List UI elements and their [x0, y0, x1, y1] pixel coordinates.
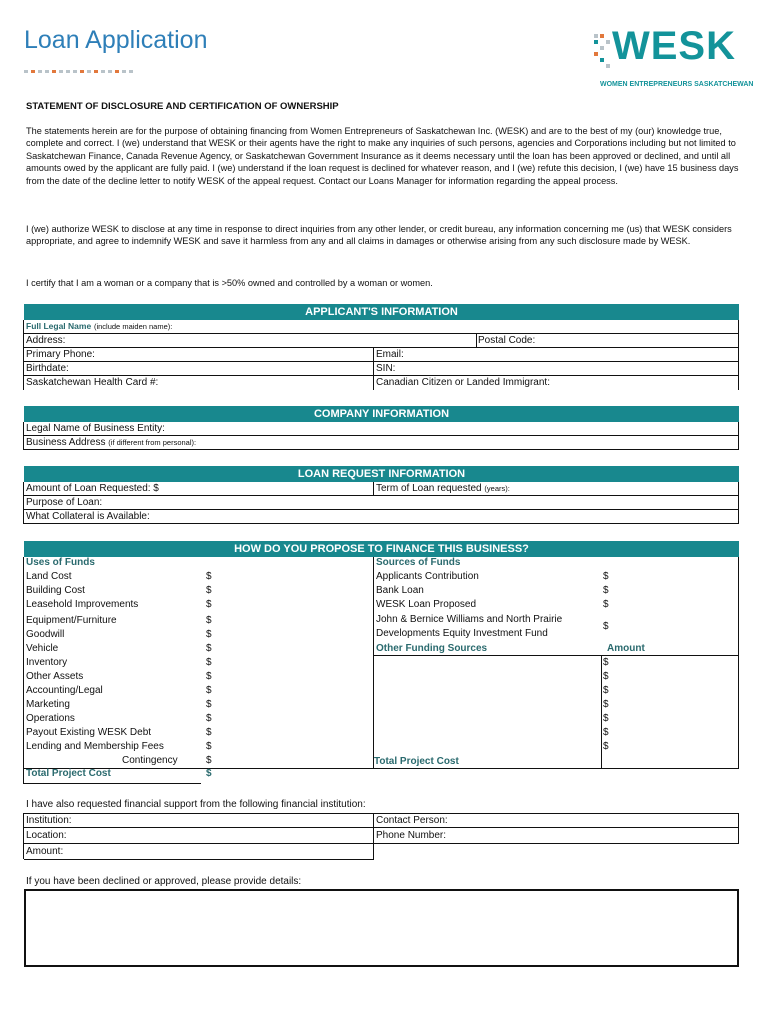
- institution-label: Institution:: [26, 815, 72, 826]
- health-card-label: Saskatchewan Health Card #:: [26, 377, 159, 388]
- use-of-funds-label: Inventory: [26, 657, 68, 668]
- john-line-2: Developments Equity Investment Fund: [376, 628, 548, 639]
- location-row[interactable]: [24, 828, 739, 844]
- source-of-funds-dollar[interactable]: $: [603, 571, 609, 582]
- amount-divider: [601, 655, 602, 769]
- other-source-dollar[interactable]: $: [603, 741, 609, 752]
- citizen-label: Canadian Citizen or Landed Immigrant:: [376, 377, 550, 388]
- use-of-funds-dollar[interactable]: $: [206, 615, 212, 626]
- uses-heading: Uses of Funds: [26, 557, 95, 568]
- use-of-funds-label: Lending and Membership Fees: [26, 741, 164, 752]
- total-uses-label: Total Project Cost: [26, 768, 111, 779]
- financing-left-border: [23, 813, 24, 859]
- loan-term-note: (years):: [484, 484, 510, 493]
- financing-amount-label: Amount:: [26, 846, 64, 857]
- primary-phone-label: Primary Phone:: [26, 349, 95, 360]
- sources-heading: Sources of Funds: [376, 557, 461, 568]
- finance-left-border: [23, 557, 24, 783]
- applicant-right-border: [738, 320, 739, 390]
- use-of-funds-label: Contingency: [122, 755, 178, 766]
- use-of-funds-label: Leasehold Improvements: [26, 599, 139, 610]
- use-of-funds-dollar[interactable]: $: [206, 755, 212, 766]
- use-of-funds-label: Operations: [26, 713, 75, 724]
- use-of-funds-dollar[interactable]: $: [206, 643, 212, 654]
- phone-row[interactable]: [24, 348, 739, 362]
- source-of-funds-label: WESK Loan Proposed: [376, 599, 477, 610]
- amount-row-financing[interactable]: [24, 844, 374, 860]
- disclosure-paragraph-3: I certify that I am a woman or a company that is >50% owned and controlled by a woman or women.: [26, 278, 433, 288]
- amount-row[interactable]: [24, 482, 739, 496]
- decorative-dots: [24, 70, 136, 74]
- institution-row[interactable]: [24, 813, 739, 828]
- use-of-funds-dollar[interactable]: $: [206, 741, 212, 752]
- use-of-funds-label: Other Assets: [26, 671, 84, 682]
- use-of-funds-dollar[interactable]: $: [206, 629, 212, 640]
- financing-divider: [373, 813, 374, 859]
- amount-heading: Amount: [607, 643, 645, 654]
- source-of-funds-dollar[interactable]: $: [603, 599, 609, 610]
- disclosure-heading: STATEMENT OF DISCLOSURE AND CERTIFICATION OF OWNERSHIP: [26, 101, 339, 112]
- use-of-funds-label: Land Cost: [26, 571, 72, 582]
- finance-right-border: [738, 557, 739, 769]
- other-source-dollar[interactable]: $: [603, 727, 609, 738]
- use-of-funds-dollar[interactable]: $: [206, 685, 212, 696]
- logo-subtitle: WOMEN ENTREPRENEURS SASKATCHEWAN: [600, 81, 754, 88]
- financing-right-border: [738, 813, 739, 844]
- address-label: Address:: [26, 335, 66, 346]
- legal-name-row[interactable]: [24, 422, 739, 436]
- declined-prompt: If you have been declined or approved, please provide details:: [26, 876, 302, 887]
- health-card-row[interactable]: [24, 376, 739, 389]
- birthdate-row[interactable]: [24, 362, 739, 376]
- sin-label: SIN:: [376, 363, 396, 374]
- loan-left-border: [23, 482, 24, 524]
- other-source-dollar[interactable]: $: [603, 657, 609, 668]
- finance-bar: HOW DO YOU PROPOSE TO FINANCE THIS BUSINESS?: [24, 541, 739, 557]
- page-title: Loan Application: [24, 26, 208, 54]
- use-of-funds-label: Equipment/Furniture: [26, 615, 117, 626]
- use-of-funds-label: Goodwill: [26, 629, 65, 640]
- use-of-funds-dollar[interactable]: $: [206, 657, 212, 668]
- email-label: Email:: [376, 349, 404, 360]
- source-of-funds-dollar[interactable]: $: [603, 585, 609, 596]
- source-of-funds-label: Bank Loan: [376, 585, 424, 596]
- use-of-funds-dollar[interactable]: $: [206, 699, 212, 710]
- purpose-row[interactable]: [24, 496, 739, 510]
- business-address-note: (if different from personal):: [108, 438, 197, 447]
- loan-term-label: Term of Loan requested: [376, 483, 482, 494]
- use-of-funds-dollar[interactable]: $: [206, 713, 212, 724]
- total-bottom-line: [23, 783, 201, 784]
- address-row[interactable]: [24, 334, 739, 348]
- applicant-left-border: [23, 320, 24, 390]
- use-of-funds-dollar[interactable]: $: [206, 727, 212, 738]
- company-bar: COMPANY INFORMATION: [24, 406, 739, 422]
- postal-divider: [476, 334, 477, 348]
- contact-label: Contact Person:: [376, 815, 448, 826]
- source-of-funds-label: Applicants Contribution: [376, 571, 479, 582]
- loan-divider: [373, 482, 374, 496]
- other-source-dollar[interactable]: $: [603, 685, 609, 696]
- full-legal-name-label: Full Legal Name: [26, 321, 92, 331]
- details-textarea[interactable]: [24, 889, 739, 967]
- other-financing-intro: I have also requested financial support from the following financial institution:: [26, 799, 366, 810]
- total-sources-label: Total Project Cost: [374, 756, 459, 767]
- company-right-border: [738, 422, 739, 450]
- use-of-funds-label: Payout Existing WESK Debt: [26, 727, 152, 738]
- wesk-logo: [592, 24, 754, 92]
- other-sources-heading: Other Funding Sources: [376, 643, 488, 654]
- loan-purpose-label: Purpose of Loan:: [26, 497, 103, 508]
- loan-bar: LOAN REQUEST INFORMATION: [24, 466, 739, 482]
- business-address-label: Business Address: [26, 437, 106, 448]
- use-of-funds-dollar[interactable]: $: [206, 585, 212, 596]
- company-left-border: [23, 422, 24, 450]
- disclosure-paragraph-2: I (we) authorize WESK to disclose at any time in response to direct inquiries from any other lender, or credit bureau, any information concerning me (us) that WESK considers appropriate, and agree to indemnify WESK and save it harmless from any and all claims in damages or otherwise arising from any such disclosure made by WESK.: [26, 224, 732, 247]
- loan-right-border: [738, 482, 739, 524]
- collateral-row[interactable]: [24, 510, 739, 524]
- use-of-funds-label: Building Cost: [26, 585, 85, 596]
- finance-divider: [373, 557, 374, 769]
- business-address-row[interactable]: [24, 436, 739, 450]
- other-source-dollar[interactable]: $: [603, 699, 609, 710]
- other-source-dollar[interactable]: $: [603, 713, 609, 724]
- applicant-divider: [373, 348, 374, 390]
- phone-label: Phone Number:: [376, 830, 447, 841]
- other-source-dollar[interactable]: $: [603, 671, 609, 682]
- logo-word: WESK: [612, 24, 736, 68]
- use-of-funds-label: Marketing: [26, 699, 70, 710]
- loan-amount-label: Amount of Loan Requested: $: [26, 483, 159, 494]
- full-legal-name-row[interactable]: [24, 320, 739, 334]
- total-uses-dollar[interactable]: $: [206, 768, 212, 779]
- john-dollar[interactable]: $: [603, 621, 609, 632]
- location-label: Location:: [26, 830, 67, 841]
- collateral-label: What Collateral is Available:: [26, 511, 150, 522]
- full-legal-name-note: (include maiden name):: [93, 322, 173, 331]
- use-of-funds-label: Vehicle: [26, 643, 59, 654]
- john-line-1: John & Bernice Williams and North Prairie: [376, 614, 563, 625]
- use-of-funds-dollar[interactable]: $: [206, 571, 212, 582]
- disclosure-paragraph-1: The statements herein are for the purpose of obtaining financing from Women Entrepreneurs of Saskatchewan Inc. (WESK) and are to the best of my (our) knowledge true, complete and correct. I (we) understand that WESK or their agents have the right to make any inquiries of such persons, agencies and Corporations including but not limited to Saskatchewan Finance, Canada Revenue Agency, or Saskatchewan Government Insurance as it deems necessary until the loan has been approved or declined, and until all amounts owed by the applicant are fully paid. I (we) understand if the loan request is declined for whatever reason, and I (we) refute this decision, I (we) have 15 business days from the date of the decline letter to notify WESK of the appeal request. Contact our Loans Manager for information regarding the appeal process.: [26, 126, 739, 186]
- applicant-bar: APPLICANT'S INFORMATION: [24, 304, 739, 320]
- use-of-funds-dollar[interactable]: $: [206, 599, 212, 610]
- legal-name-label: Legal Name of Business Entity:: [26, 423, 165, 434]
- birthdate-label: Birthdate:: [26, 363, 69, 374]
- use-of-funds-dollar[interactable]: $: [206, 671, 212, 682]
- use-of-funds-label: Accounting/Legal: [26, 685, 103, 696]
- postal-code-label: Postal Code:: [478, 335, 536, 346]
